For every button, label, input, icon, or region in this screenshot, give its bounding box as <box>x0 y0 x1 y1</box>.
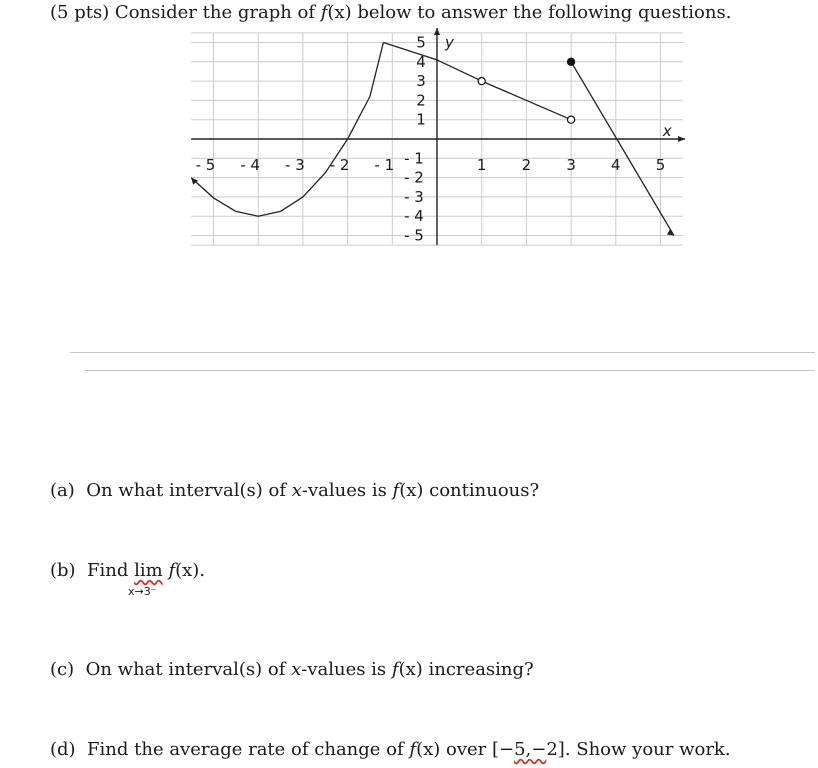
question-d-text-2: over [− <box>440 739 515 760</box>
question-d-interval: 5,− <box>514 739 547 760</box>
y-tick-label: - 1 <box>404 149 424 168</box>
question-b-lim: lim <box>134 560 163 581</box>
x-axis-arrow-icon <box>678 136 685 142</box>
question-a-fx-arg: (x) <box>399 480 424 501</box>
question-d-text-3: 2]. Show your work. <box>546 739 731 760</box>
question-d-fx-arg: (x) <box>416 739 441 760</box>
question-a-text-1: On what interval(s) of <box>86 480 292 501</box>
question-b-text: Find <box>87 560 135 581</box>
x-tick-label: 1 <box>476 156 487 174</box>
question-a-var: x <box>291 480 302 501</box>
x-tick-label: - 4 <box>240 156 261 174</box>
question-a-fx: f <box>392 480 400 501</box>
y-tick-label: - 4 <box>404 207 424 226</box>
question-c-fx-arg: (x) <box>398 659 423 680</box>
x-tick-label: - 1 <box>374 156 395 174</box>
question-d-text-1: Find the average rate of change of <box>87 739 410 760</box>
x-tick-label: 4 <box>611 156 621 174</box>
header-prefix: (5 pts) Consider the graph of <box>50 2 321 23</box>
separator-line-2 <box>85 370 815 371</box>
y-tick-label: 1 <box>416 110 426 129</box>
x-tick-label: 2 <box>521 156 532 174</box>
graph-series-line <box>571 62 674 236</box>
question-c-text-2: -values is <box>301 659 392 680</box>
question-c-text-1: On what interval(s) of <box>85 659 292 680</box>
y-tick-label: - 2 <box>404 168 424 187</box>
y-tick-label: - 3 <box>404 187 424 206</box>
separator-line-1 <box>70 352 815 353</box>
header-fx-arg: (x) <box>327 2 352 23</box>
y-tick-label: - 5 <box>404 226 424 245</box>
question-a <box>50 480 539 501</box>
question-d-fx: f <box>409 739 417 760</box>
x-axis-label: x <box>662 122 672 140</box>
closed-point <box>568 58 575 65</box>
question-c-var: x <box>291 659 302 680</box>
y-tick-label: 2 <box>416 91 426 110</box>
y-tick-label: 5 <box>416 33 426 52</box>
header-suffix: below to answer the following questions. <box>351 2 732 23</box>
question-b-label: (b) <box>50 560 76 581</box>
y-axis-label: y <box>445 33 454 52</box>
header-fx: f <box>320 2 328 23</box>
y-tick-label: 3 <box>416 72 426 91</box>
x-tick-label: - 5 <box>195 156 216 174</box>
question-c <box>50 659 534 680</box>
question-d-label: (d) <box>50 739 76 760</box>
function-graph <box>0 0 818 260</box>
x-tick-label: 5 <box>655 156 666 174</box>
question-b-fx-arg: (x). <box>175 560 206 581</box>
question-a-text-3: continuous? <box>423 480 540 501</box>
open-point <box>478 78 485 85</box>
x-tick-label: 3 <box>566 156 576 174</box>
y-axis-arrow-icon <box>434 28 440 35</box>
x-tick-label: - 3 <box>285 156 305 174</box>
question-d <box>50 739 731 760</box>
question-c-label: (c) <box>50 659 75 680</box>
x-tick-label: - 2 <box>329 156 350 174</box>
graph-series-line <box>191 43 383 217</box>
question-b <box>50 560 205 581</box>
question-a-text-2: -values is <box>301 480 393 501</box>
open-point <box>568 116 575 123</box>
question-b-fx: f <box>168 560 176 581</box>
question-a-label: (a) <box>50 480 75 501</box>
question-c-text-3: increasing? <box>422 659 534 680</box>
question-c-fx: f <box>391 659 399 680</box>
question-b-limit-subscript: x→3⁻ <box>128 585 157 598</box>
y-tick-label: 4 <box>416 52 426 71</box>
